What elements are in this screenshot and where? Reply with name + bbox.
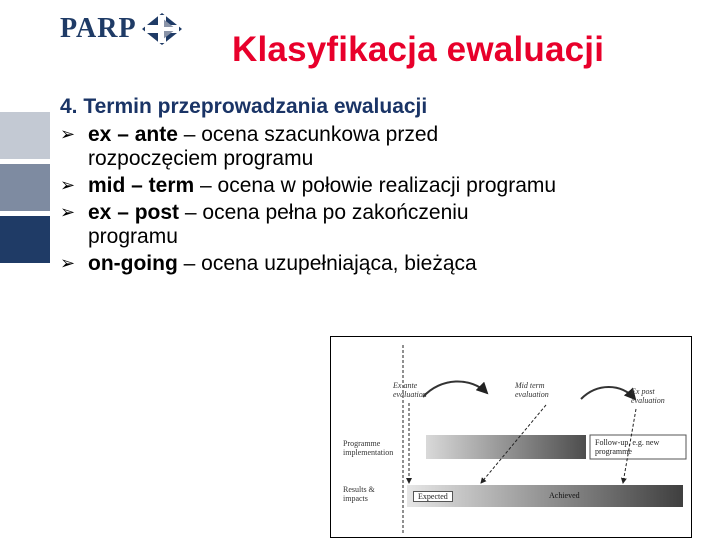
arrow-bullet-icon: ➢ bbox=[60, 202, 76, 223]
bullet-list bbox=[60, 123, 710, 276]
evaluation-timing-diagram bbox=[330, 336, 692, 538]
bullet-term: on-going bbox=[88, 252, 178, 275]
diagram-graphics bbox=[331, 337, 691, 537]
bullet-description: – ocena pełna po zakończeniu programu bbox=[88, 201, 469, 248]
implementation-bar bbox=[426, 435, 586, 459]
programme-implementation-label: Programme implementation bbox=[343, 439, 394, 457]
bullet-description: – ocena szacunkowa przed rozpoczęciem programu bbox=[88, 123, 439, 170]
decor-square-mid bbox=[0, 164, 50, 211]
side-decoration bbox=[0, 112, 50, 268]
bullet-on-going bbox=[60, 252, 710, 276]
mid-term-label: Mid term evaluation bbox=[515, 381, 549, 399]
logo-text: PARP bbox=[60, 13, 137, 44]
decor-square-dark bbox=[0, 216, 50, 263]
ex-post-label: Ex post evaluation bbox=[631, 387, 665, 405]
arrow-bullet-icon: ➢ bbox=[60, 175, 76, 196]
bullet-description: – ocena uzupełniająca, bieżąca bbox=[177, 252, 477, 275]
bullet-ex-ante bbox=[60, 123, 508, 171]
bullet-term: mid – term bbox=[88, 174, 195, 197]
bullet-term: ex – post bbox=[88, 201, 180, 224]
decor-square-light bbox=[0, 112, 50, 159]
ex-ante-label: Ex ante evaluation bbox=[393, 381, 427, 399]
bullet-mid-term bbox=[60, 174, 710, 198]
results-impacts-label: Results & impacts bbox=[343, 485, 375, 503]
bullet-ex-post bbox=[60, 201, 548, 249]
expected-label: Expected bbox=[413, 491, 453, 502]
bullet-description: – ocena w połowie realizacji programu bbox=[194, 174, 557, 197]
arrow-bullet-icon: ➢ bbox=[60, 124, 76, 145]
followup-label: Follow-up, e.g. new programme bbox=[595, 438, 660, 456]
parp-logo-mark-icon bbox=[141, 12, 183, 46]
achieved-label: Achieved bbox=[549, 491, 580, 500]
parp-logo bbox=[60, 12, 183, 46]
slide-title: Klasyfikacja ewaluacji bbox=[232, 30, 605, 69]
arrow-bullet-icon: ➢ bbox=[60, 253, 76, 274]
slide-content bbox=[60, 94, 710, 276]
section-heading: 4. Termin przeprowadzania ewaluacji bbox=[60, 95, 428, 118]
bullet-term: ex – ante bbox=[88, 123, 178, 146]
